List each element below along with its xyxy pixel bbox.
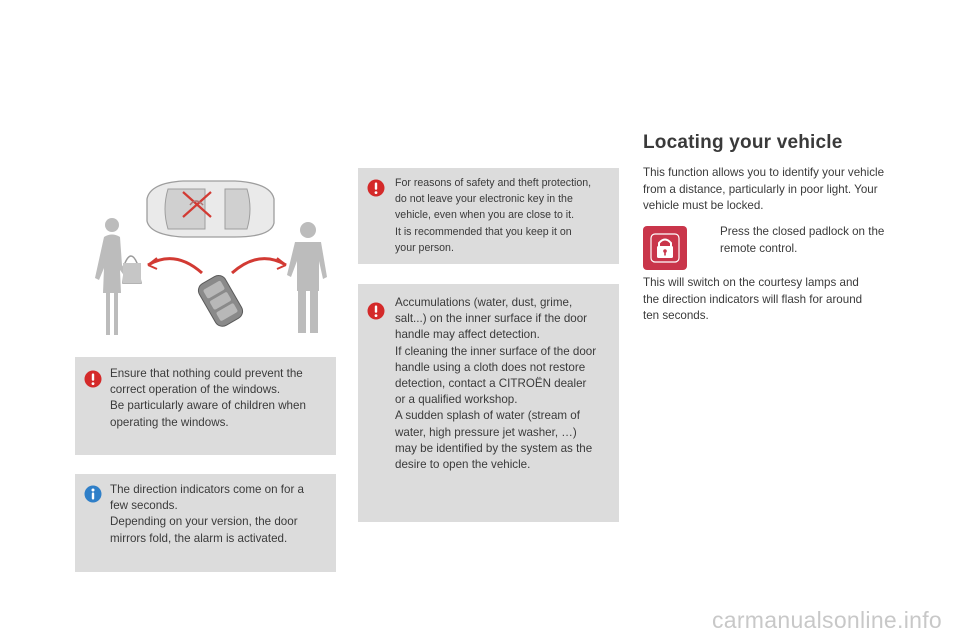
accumulations-warning-line: handle using a cloth does not restore (395, 360, 586, 374)
windows-warning-line: Ensure that nothing could prevent the (110, 367, 303, 380)
windows-warning-line: operating the windows. (110, 415, 229, 429)
windows-warning-box (75, 357, 336, 455)
locating-step-line: Press the closed padlock on the (720, 225, 885, 238)
warning-icon (367, 302, 385, 320)
accumulations-warning-line: If cleaning the inner surface of the door (395, 344, 597, 358)
section-title: Locating your vehicle (643, 132, 843, 153)
locating-intro-line: from a distance, particularly in poor light. Your (643, 182, 878, 196)
safety-warning-line: vehicle, even when you are close to it. (395, 209, 575, 222)
safety-warning-line: do not leave your electronic key in the (395, 193, 573, 206)
keyless-illustration (75, 165, 355, 365)
locating-intro (643, 165, 884, 215)
safety-warning-line: It is recommended that you keep it on (395, 225, 572, 238)
safety-warning-line: For reasons of safety and theft protection, (395, 177, 592, 189)
safety-warning-box (358, 168, 619, 264)
indicators-info-line: few seconds. (110, 499, 178, 513)
man-silhouette-icon (287, 222, 327, 333)
car-top-view-icon (147, 181, 274, 237)
locating-result-line: the direction indicators will flash for around (643, 292, 863, 306)
warning-icon (367, 179, 385, 197)
locating-step-line: remote control. (720, 241, 798, 255)
signal-arrow-icon (148, 258, 286, 273)
locating-intro-line: vehicle must be locked. (643, 199, 764, 213)
indicators-info-line: Depending on your version, the door (110, 515, 298, 529)
warning-icon (84, 370, 102, 388)
locating-step (720, 224, 884, 257)
accumulations-warning-line: A sudden splash of water (stream of (395, 409, 580, 423)
padlock-icon (643, 226, 687, 270)
accumulations-warning-line: desire to open the vehicle. (395, 458, 531, 472)
accumulations-warning-line: or a qualified workshop. (395, 393, 518, 407)
watermark: carmanualsonline.info (711, 607, 942, 633)
accumulations-warning-line: detection, contact a CITROËN dealer (395, 377, 587, 391)
woman-silhouette-icon (95, 218, 141, 335)
accumulations-warning-line: Accumulations (water, dust, grime, (395, 296, 573, 309)
locating-intro-line: This function allows you to identify your vehicle (643, 166, 885, 179)
accumulations-warning-line: water, high pressure jet washer, …) (395, 425, 577, 439)
locating-result-line: ten seconds. (643, 309, 709, 323)
accumulations-warning-line: handle may affect detection. (395, 328, 540, 342)
indicators-info-line: mirrors fold, the alarm is activated. (110, 531, 288, 545)
accumulations-warning-box (358, 284, 619, 522)
info-icon (84, 485, 102, 503)
accumulations-warning-line: may be identified by the system as the (395, 441, 593, 455)
accumulations-warning-line: salt...) on the inner surface if the door (395, 312, 588, 326)
safety-warning-line: your person. (395, 241, 454, 254)
electronic-key-icon (196, 273, 246, 330)
locating-result (643, 275, 862, 325)
locating-result-line: This will switch on the courtesy lamps and (643, 276, 859, 289)
indicators-info-line: The direction indicators come on for a (110, 483, 304, 496)
windows-warning-line: Be particularly aware of children when (110, 399, 306, 413)
windows-warning-line: correct operation of the windows. (110, 383, 281, 397)
lock-button-icon (643, 226, 687, 270)
indicators-info-box (75, 474, 336, 572)
